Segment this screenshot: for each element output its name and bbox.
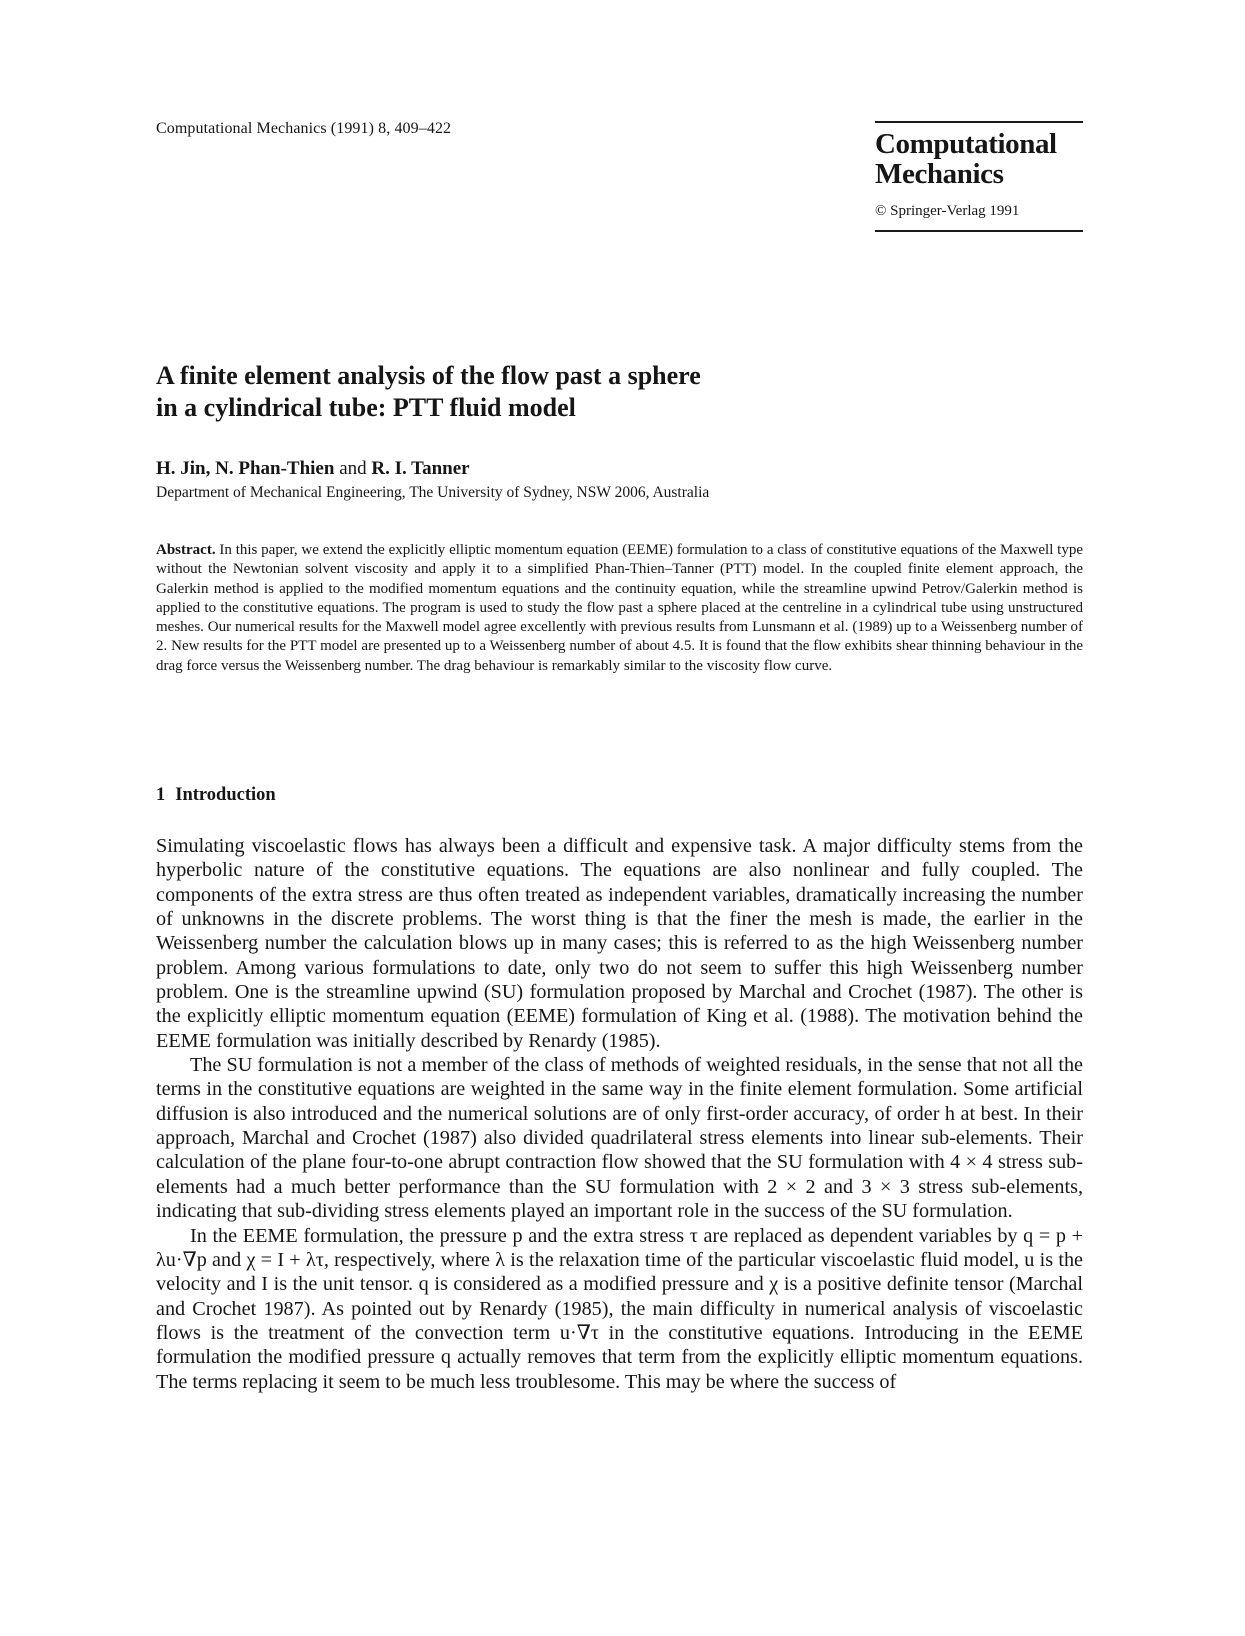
masthead-title-line-2: Mechanics — [875, 158, 1004, 190]
section-heading-introduction — [156, 785, 276, 806]
journal-citation: Computational Mechanics (1991) 8, 409–422 — [156, 120, 452, 137]
author-conjunction: and — [339, 458, 367, 479]
abstract — [156, 541, 1083, 676]
paper-title-line-1: A finite element analysis of the flow past a sphere — [156, 361, 701, 390]
body-paragraph-1: Simulating viscoelastic flows has always been a difficult and expensive task. A major difficulty stems from the hyperbolic nature of the constitutive equations. The equations are also nonlinear and fully coupled. The components of the extra stress are thus often treated as independent variables, dramatically increasing the number of unknowns in the discrete problems. The worst thing is that the finer the mesh is made, the earlier in the Weissenberg number the calculation blows up in many cases; this is referred to as the high Weissenberg number problem. Among various formulations to date, only two do not seem to suffer this high Weissenberg number problem. One is the streamline upwind (SU) formulation proposed by Marchal and Crochet (1987). The other is the explicitly elliptic momentum equation (EEME) formulation of King et al. (1988). The motivation behind the EEME formulation was initially described by Renardy (1985). — [156, 835, 1083, 1052]
author-names-first: H. Jin, N. Phan-Thien — [156, 458, 335, 479]
paper-title-line-2: in a cylindrical tube: PTT fluid model — [156, 393, 576, 422]
abstract-label: Abstract. — [156, 542, 216, 558]
section-title: Introduction — [175, 785, 276, 805]
author-affiliation: Department of Mechanical Engineering, The University of Sydney, NSW 2006, Australia — [156, 484, 710, 501]
paper-title — [156, 360, 1056, 424]
copyright-notice: © Springer-Verlag 1991 — [875, 203, 1020, 219]
author-list — [156, 458, 470, 480]
body-paragraph-3: In the EEME formulation, the pressure p and the extra stress τ are replaced as dependent variables by q = p + λu·∇p and χ = I + λτ, respectively, where λ is the relaxation time of the particular viscoelastic fluid model, u is the velocity and I is the unit tensor. q is considered as a modified pressure and χ is a positive definite tensor (Marchal and Crochet 1987). As pointed out by Renardy (1985), the main difficulty in numerical analysis of viscoelastic flows is the treatment of the convection term u·∇τ in the constitutive equations. Introducing in the EEME formulation the modified pressure q actually removes that term from the explicitly elliptic momentum equations. The terms replacing it seem to be much less troublesome. This may be where the success of — [156, 1224, 1083, 1393]
introduction-body — [156, 834, 1083, 1394]
journal-masthead — [875, 121, 1083, 232]
section-number: 1 — [156, 785, 166, 805]
body-paragraph-2: The SU formulation is not a member of the class of methods of weighted residuals, in the sense that not all the terms in the constitutive equations are weighted in the same way in the finite element formulation. Some artificial diffusion is also introduced and the numerical solutions are of only first-order accuracy, of order h at best. In their approach, Marchal and Crochet (1987) also divided quadrilateral stress elements into linear sub-elements. Their calculation of the plane four-to-one abrupt contraction flow showed that the SU formulation with 4 × 4 stress sub-elements had a much better performance than the SU formulation with 2 × 2 and 3 × 3 stress sub-elements, indicating that sub-dividing stress elements played an important role in the success of the SU formulation. — [156, 1054, 1083, 1223]
author-names-last: R. I. Tanner — [371, 458, 470, 479]
masthead-title — [875, 129, 1083, 189]
masthead-title-line-1: Computational — [875, 128, 1057, 160]
abstract-text: In this paper, we extend the explicitly elliptic momentum equation (EEME) formulation to a class of constitutive equations of the Maxwell type without the Newtonian solvent viscosity and apply it to a simplified Phan-Thien–Tanner (PTT) model. In the coupled finite element approach, the Galerkin method is applied to the modified momentum equations and the continuity equation, while the streamline upwind Petrov/Galerkin method is applied to the constitutive equations. The program is used to study the flow past a sphere placed at the centreline in a cylindrical tube using unstructured meshes. Our numerical results for the Maxwell model agree excellently with previous results from Lunsmann et al. (1989) up to a Weissenberg number of 2. New results for the PTT model are presented up to a Weissenberg number of about 4.5. It is found that the flow exhibits shear thinning behaviour in the drag force versus the Weissenberg number. The drag behaviour is remarkably similar to the viscosity flow curve. — [156, 542, 1084, 674]
